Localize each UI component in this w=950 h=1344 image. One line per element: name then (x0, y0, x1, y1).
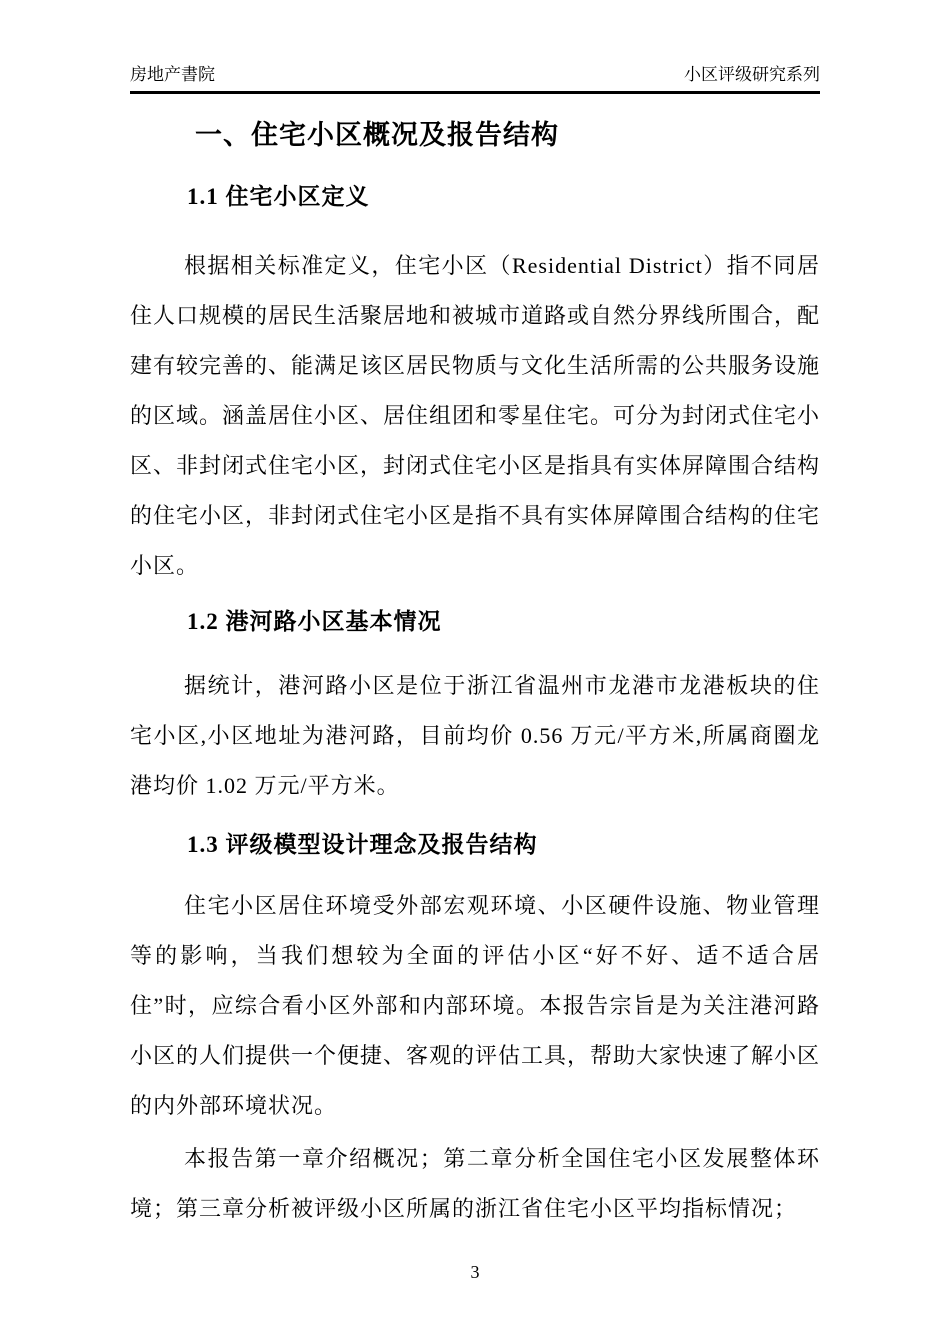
page-header (130, 64, 820, 94)
header-left-text: 房地产書院 (130, 65, 215, 84)
page-number: 3 (470, 1262, 480, 1282)
section-heading-1-3: 1.3 评级模型设计理念及报告结构 (187, 832, 538, 857)
section-1-2-paragraph: 据统计，港河路小区是位于浙江省温州市龙港市龙港板块的住宅小区,小区地址为港河路，目前均价 0.56 万元/平方米,所属商圈龙港均价 1.02 万元/平方米。 (130, 673, 820, 798)
section-1-3-paragraph-1: 住宅小区居住环境受外部宏观环境、小区硬件设施、物业管理等的影响，当我们想较为全面的评估小区“好不好、适不适合居住”时，应综合看小区外部和内部环境。本报告宗旨是为关注港河路小区的人们提供一个便捷、客观的评估工具，帮助大家快速了解小区的内外部环境状况。 (130, 893, 821, 1118)
header-right-text: 小区评级研究系列 (684, 65, 820, 84)
section-heading-1-2: 1.2 港河路小区基本情况 (187, 609, 442, 634)
section-1-1-paragraph: 根据相关标准定义，住宅小区（Residential District）指不同居住人口规模的居民生活聚居地和被城市道路或自然分界线所围合，配建有较完善的、能满足该区居民物质与文化生活所需的公共服务设施的区域。涵盖居住小区、居住组团和零星住宅。可分为封闭式住宅小区、非封闭式住宅小区，封闭式住宅小区是指具有实体屏障围合结构的住宅小区，非封闭式住宅小区是指不具有实体屏障围合结构的住宅小区。 (130, 253, 821, 578)
section-heading-1-1: 1.1 住宅小区定义 (187, 184, 370, 209)
chapter-title: 一、住宅小区概况及报告结构 (195, 120, 559, 150)
section-1-3-paragraph-2: 本报告第一章介绍概况；第二章分析全国住宅小区发展整体环境；第三章分析被评级小区所属的浙江省住宅小区平均指标情况； (130, 1146, 820, 1221)
